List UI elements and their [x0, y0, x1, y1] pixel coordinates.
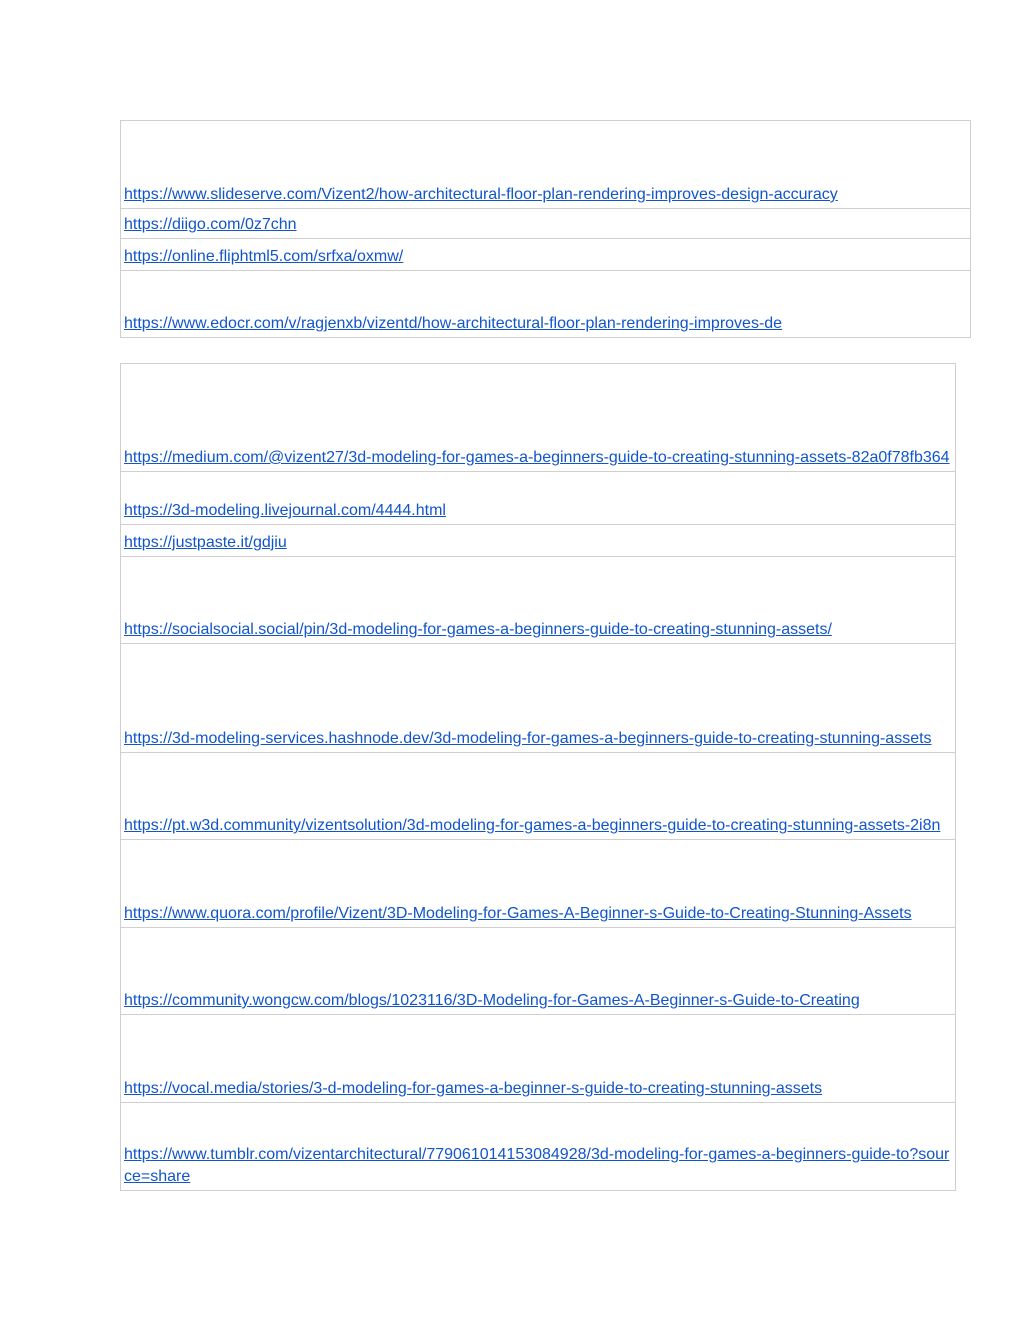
table-cell — [121, 364, 956, 472]
table-cell — [121, 644, 956, 753]
link-diigo[interactable]: https://diigo.com/0z7chn — [124, 216, 297, 233]
link-w3d-community[interactable]: https://pt.w3d.community/vizentsolution/3d-modeling-for-games-a-beginners-guide-to-creating-stunning-assets-2i8n — [124, 817, 941, 834]
link-slideserve[interactable]: https://www.slideserve.com/Vizent2/how-architectural-floor-plan-rendering-improves-design-accuracy — [124, 186, 838, 203]
links-table-floor-plan — [120, 120, 971, 338]
table-row — [121, 557, 956, 644]
table-row — [121, 209, 971, 239]
table-cell — [121, 121, 971, 209]
table-cell — [121, 239, 971, 271]
table-cell — [121, 1015, 956, 1103]
link-wongcw[interactable]: https://community.wongcw.com/blogs/1023116/3D-Modeling-for-Games-A-Beginner-s-Guide-to-Creating — [124, 992, 860, 1009]
link-tumblr[interactable]: https://www.tumblr.com/vizentarchitectural/779061014153084928/3d-modeling-for-games-a-beginners-guide-to?source=share — [124, 1146, 950, 1185]
table-cell — [121, 209, 971, 239]
table-row — [121, 239, 971, 271]
link-livejournal[interactable]: https://3d-modeling.livejournal.com/4444.html — [124, 502, 446, 519]
table-row — [121, 753, 956, 840]
table-cell — [121, 557, 956, 644]
table-cell — [121, 271, 971, 338]
table-row — [121, 928, 956, 1015]
table-row — [121, 121, 971, 209]
table-cell — [121, 472, 956, 525]
link-socialsocial[interactable]: https://socialsocial.social/pin/3d-modeling-for-games-a-beginners-guide-to-creating-stunning-assets/ — [124, 621, 832, 638]
link-justpaste[interactable]: https://justpaste.it/gdjiu — [124, 534, 287, 551]
link-vocal-media[interactable]: https://vocal.media/stories/3-d-modeling-for-games-a-beginner-s-guide-to-creating-stunning-assets — [124, 1080, 823, 1097]
table-row — [121, 364, 956, 472]
table-row — [121, 644, 956, 753]
table-row — [121, 1015, 956, 1103]
table-row — [121, 840, 956, 928]
table-cell — [121, 928, 956, 1015]
table-cell — [121, 753, 956, 840]
table-row — [121, 1103, 956, 1191]
table-row — [121, 271, 971, 338]
link-edocr[interactable]: https://www.edocr.com/v/ragjenxb/vizentd/how-architectural-floor-plan-rendering-improves-de — [124, 315, 783, 332]
table-row — [121, 472, 956, 525]
link-hashnode[interactable]: https://3d-modeling-services.hashnode.dev/3d-modeling-for-games-a-beginners-guide-to-creating-stunning-assets — [124, 730, 932, 747]
table-row — [121, 525, 956, 557]
link-fliphtml5[interactable]: https://online.fliphtml5.com/srfxa/oxmw/ — [124, 248, 404, 265]
link-medium[interactable]: https://medium.com/@vizent27/3d-modeling-for-games-a-beginners-guide-to-creating-stunning-assets-82a0f78fb364 — [124, 449, 950, 466]
link-quora[interactable]: https://www.quora.com/profile/Vizent/3D-Modeling-for-Games-A-Beginner-s-Guide-to-Creating-Stunning-Assets — [124, 905, 912, 922]
table-cell — [121, 840, 956, 928]
table-cell — [121, 525, 956, 557]
table-cell — [121, 1103, 956, 1191]
links-table-3d-modeling — [120, 363, 956, 1191]
